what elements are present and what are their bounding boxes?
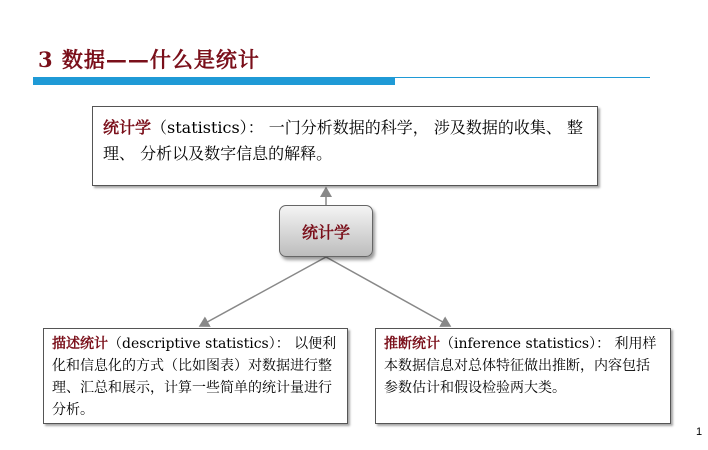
hub-label: 统计学: [301, 222, 350, 242]
term-inference: 推断统计: [384, 336, 440, 352]
hub-node-statistics: [279, 205, 373, 257]
definition-inference-text: ： 利用样本数据信息对总体特征做出推断，内容包括参数估计和假设检验两大类。: [384, 336, 657, 396]
connector-to-left: [200, 257, 326, 326]
definition-descriptive-text: ： 以便利化和信息化的方式（比如图表）对数据进行整理、汇总和展示，计算一些简单的统计量进行分析。: [52, 336, 337, 418]
term-statistics: 统计学: [103, 118, 152, 137]
definition-box-statistics: [92, 106, 598, 186]
term-descriptive-english: （descriptive statistics）: [108, 336, 276, 352]
term-descriptive: 描述统计: [52, 336, 108, 352]
definition-box-inference: [375, 328, 671, 424]
page-number: 1: [696, 426, 703, 438]
connector-to-right: [326, 257, 450, 326]
definition-box-descriptive: [43, 328, 348, 424]
definition-statistics-text: ： 一门分析数据的科学， 涉及数据的收集、 整理、 分析以及数字信息的解释。: [103, 118, 583, 163]
slide-title: 3 数据——什么是统计: [38, 47, 260, 72]
term-statistics-english: （statistics）: [151, 118, 248, 137]
term-inference-english: （inference statistics）: [440, 336, 597, 352]
